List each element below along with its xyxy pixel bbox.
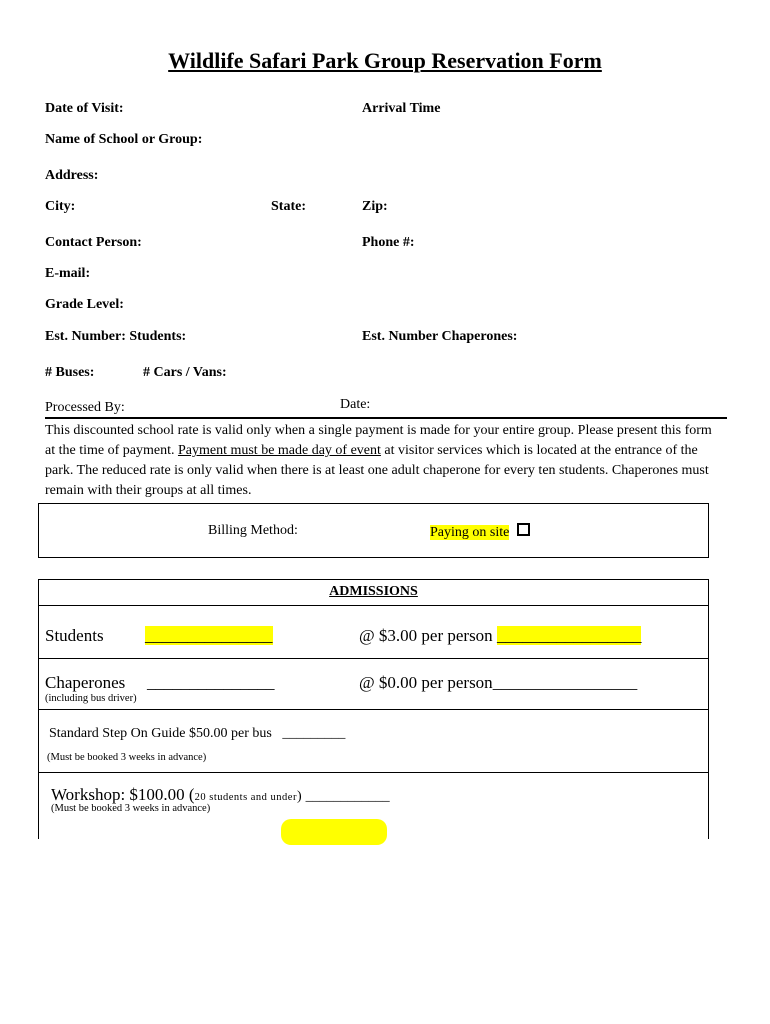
chaperones-rate-row — [359, 673, 637, 693]
students-rate-row — [359, 626, 641, 646]
guide-note: (Must be booked 3 weeks in advance) — [47, 752, 207, 763]
admissions-rule-2 — [39, 658, 708, 659]
workshop-note: (Must be booked 3 weeks in advance) — [51, 803, 211, 814]
paying-on-site-label: Paying on site — [430, 525, 510, 540]
grade-level-label: Grade Level: — [45, 297, 124, 312]
form-title: Wildlife Safari Park Group Reservation Form — [168, 48, 602, 73]
admissions-rule-1 — [39, 605, 708, 606]
state-label: State: — [271, 199, 306, 214]
chaperones-total-blank[interactable]: _________________ — [492, 673, 638, 692]
processed-date-label: Date: — [340, 397, 371, 412]
paying-on-site-option[interactable] — [430, 523, 530, 541]
paying-on-site-checkbox-icon[interactable] — [517, 523, 530, 536]
workshop-highlight-field[interactable] — [281, 819, 387, 845]
processed-rule — [45, 417, 727, 419]
admissions-box — [38, 579, 709, 839]
admissions-rule-3 — [39, 709, 708, 710]
notice-paragraph — [45, 421, 725, 501]
buses-label: # Buses: — [45, 365, 95, 380]
guide-blank[interactable]: _______ — [282, 726, 332, 741]
students-label: Students — [45, 626, 104, 645]
workshop-row — [51, 785, 390, 805]
arrival-time-label: Arrival Time — [362, 101, 441, 116]
cars-vans-label: # Cars / Vans: — [143, 365, 227, 380]
notice-text-2: at visitor services which is located at the entrance of the park. The reduced rate is only valid when there is at least one adult chaperone for every ten students. Chaperones must remain with their groups at all times. — [45, 443, 709, 498]
guide-label: Standard Step On Guide $50.00 per bus — [49, 726, 272, 741]
notice-underlined: Payment must be made day of event — [177, 443, 381, 458]
notice-text-1: This discounted school rate is valid only when a single payment is made for your entire group. Please present this form at the time of payment. — [45, 423, 712, 458]
students-count-blank[interactable] — [145, 626, 273, 646]
school-name-label: Name of School or Group: — [45, 132, 203, 147]
admissions-rule-4 — [39, 772, 708, 773]
email-label: E-mail: — [45, 266, 91, 281]
workshop-small: 20 students and under — [194, 792, 297, 803]
billing-method-label: Billing Method: — [208, 523, 298, 538]
guide-row: Standard Step On Guide $50.00 per bus _________ — [49, 726, 346, 741]
billing-box — [38, 503, 709, 558]
chaperones-count-blank[interactable]: _______________ — [147, 673, 275, 692]
zip-label: Zip: — [362, 199, 388, 214]
students-total-blank[interactable]: _________________ — [496, 626, 642, 645]
workshop-blank[interactable]: ____________ — [305, 789, 390, 804]
est-chaperones-label: Est. Number Chaperones: — [362, 329, 518, 344]
est-students-label: Est. Number: Students: — [45, 329, 187, 344]
students-count-highlight: _______________ — [145, 626, 273, 645]
chaperones-rate: @ $0.00 per person — [359, 673, 493, 692]
chaperones-note: (including bus driver) — [45, 693, 137, 704]
address-label: Address: — [45, 168, 99, 183]
processed-by-label: Processed By: — [45, 400, 125, 415]
admissions-heading: ADMISSIONS — [329, 584, 418, 599]
workshop-label: Workshop: $100.00 ( — [51, 785, 195, 804]
date-of-visit-label: Date of Visit: — [45, 101, 124, 116]
contact-person-label: Contact Person: — [45, 235, 142, 250]
chaperones-label: Chaperones — [45, 673, 126, 692]
workshop-close: ) — [296, 789, 302, 804]
city-label: City: — [45, 199, 76, 214]
phone-label: Phone #: — [362, 235, 415, 250]
students-rate: @ $3.00 per person — [359, 626, 493, 645]
